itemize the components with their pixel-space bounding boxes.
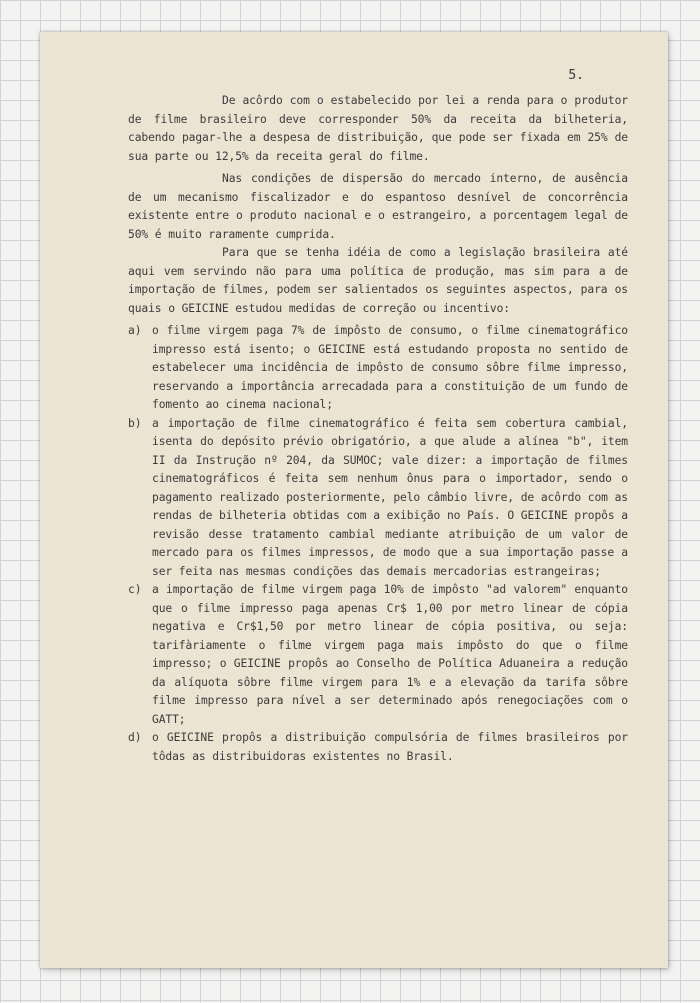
page-number: 5. bbox=[568, 68, 584, 83]
list-item-b bbox=[128, 415, 628, 582]
paragraph-1: De acôrdo com o estabelecido por lei a renda para o produtor de filme brasileiro deve corresponder 50% da receita da bilheteria, cabendo pagar-lhe a despesa de distribuição, que pode ser fixada em 25% de sua parte ou 12,5% da receita geral do filme. bbox=[128, 94, 628, 163]
list-item-text: o filme virgem paga 7% de impôsto de consumo, o filme cinematográfico impresso está isento; o GEICINE está estudando proposta no sentido de estabelecer uma incidência de impôsto de consumo sôbre filme impresso, reservando a importância arrecadada para a constituição de um fundo de fomento ao cinema nacional; bbox=[152, 324, 628, 411]
paragraph-3: Para que se tenha idéia de como a legislação brasileira até aqui vem servindo não para uma política de produção, mas sim para a de importação de filmes, podem ser salientados os seguintes aspectos, para os quais o GEICINE estudou medidas de correção ou incentivo: bbox=[128, 246, 628, 315]
list-item-a bbox=[128, 322, 628, 415]
list-item-text: a importação de filme cinematográfico é feita sem cobertura cambial, isenta do depósito prévio obrigatório, a que alude a alínea "b", item II da Instrução nº 204, da SUMOC; vale dizer: a importação de filmes cinematográficos é feita sem nenhum ônus para o importador, sendo o pagamento realizado posteriormente, pelo câmbio livre, de acôrdo com as rendas de bilheteria obtidas com a exibição no País. O GEICINE propôs a revisão desse tratamento cambial mediante atribuição de um valor de mercado para os filmes impressos, de modo que a sua importação passe a ser feita nas mesmas condições das demais mercadorias estrangeiras; bbox=[152, 416, 628, 578]
paragraph-2: Nas condições de dispersão do mercado interno, de ausência de um mecanismo fiscalizador e do espantoso desnível de concorrência existente entre o produto nacional e o estrangeiro, a porcentagem legal de 50% é muito raramente cumprida. bbox=[128, 172, 628, 241]
document-body bbox=[128, 92, 628, 766]
list-item-text: a importação de filme virgem paga 10% de impôsto "ad valorem" enquanto que o filme impresso paga apenas Cr$ 1,00 por metro linear de cópia negativa e Cr$1,50 por metro linear de cópia positiva, ou seja: tarifàriamente o filme virgem paga mais impôsto do que o filme impresso; o GEICINE propôs ao Conselho de Política Aduaneira a redução da alíquota sôbre filme virgem para 1% e a elevação da tarifa sôbre filme impresso para nível a ser determinado após renegociações com o GATT; bbox=[152, 583, 628, 726]
list-marker: c) bbox=[128, 583, 142, 596]
list-item-c bbox=[128, 581, 628, 729]
aspects-list bbox=[128, 322, 628, 766]
list-marker: b) bbox=[128, 416, 142, 430]
list-marker: d) bbox=[128, 731, 142, 744]
list-marker: a) bbox=[128, 324, 142, 337]
document-sheet bbox=[40, 32, 668, 968]
list-item-text: o GEICINE propôs a distribuição compulsória de filmes brasileiros por tôdas as distribuidoras existentes no Brasil. bbox=[152, 731, 628, 763]
list-item-d bbox=[128, 729, 628, 766]
